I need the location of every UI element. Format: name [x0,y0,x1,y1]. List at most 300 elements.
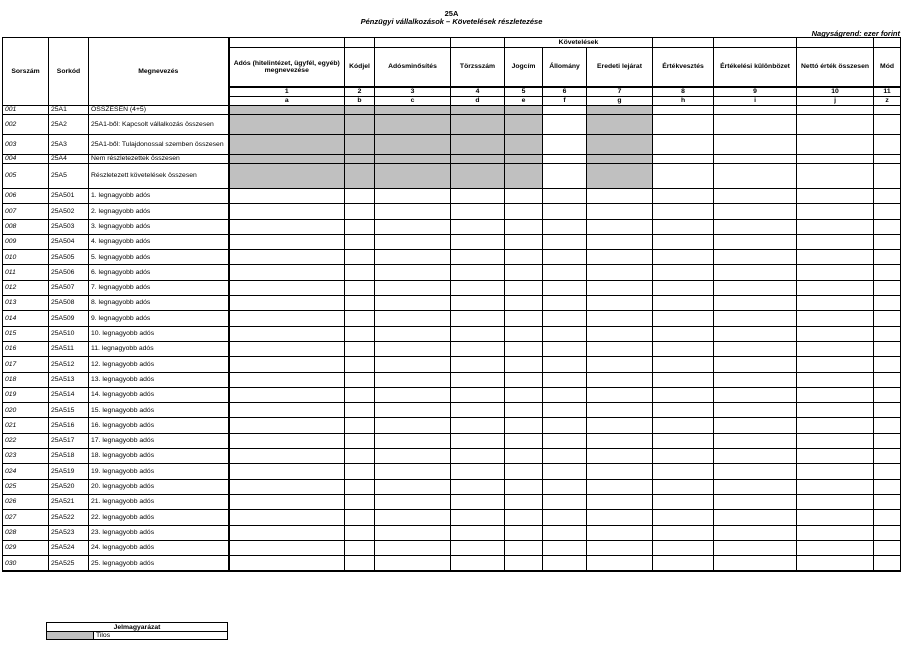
data-cell[interactable] [543,311,587,326]
data-cell[interactable] [375,135,451,155]
data-cell[interactable] [451,357,505,372]
data-cell[interactable] [714,204,797,219]
data-cell[interactable] [451,449,505,464]
data-cell[interactable] [797,106,874,115]
data-cell[interactable] [653,219,714,234]
data-cell[interactable] [451,135,505,155]
data-cell[interactable] [874,341,901,356]
data-cell[interactable] [505,464,543,479]
data-cell[interactable] [345,403,375,418]
data-cell[interactable] [345,479,375,494]
data-cell[interactable] [451,403,505,418]
data-cell[interactable] [375,540,451,555]
data-cell[interactable] [797,449,874,464]
data-cell[interactable] [587,115,653,135]
data-cell[interactable] [714,357,797,372]
data-cell[interactable] [375,341,451,356]
data-cell[interactable] [375,525,451,540]
data-cell[interactable] [229,189,345,204]
data-cell[interactable] [375,280,451,295]
data-cell[interactable] [451,106,505,115]
data-cell[interactable] [587,556,653,572]
data-cell[interactable] [229,155,345,164]
data-cell[interactable] [451,341,505,356]
data-cell[interactable] [587,449,653,464]
data-cell[interactable] [375,106,451,115]
data-cell[interactable] [451,540,505,555]
data-cell[interactable] [345,357,375,372]
data-cell[interactable] [797,418,874,433]
data-cell[interactable] [345,115,375,135]
data-cell[interactable] [375,250,451,265]
data-cell[interactable] [797,155,874,164]
data-cell[interactable] [587,189,653,204]
data-cell[interactable] [229,250,345,265]
data-cell[interactable] [714,372,797,387]
data-cell[interactable] [375,265,451,280]
data-cell[interactable] [797,115,874,135]
data-cell[interactable] [505,204,543,219]
data-cell[interactable] [543,135,587,155]
data-cell[interactable] [451,525,505,540]
data-cell[interactable] [345,204,375,219]
data-cell[interactable] [375,311,451,326]
data-cell[interactable] [874,115,901,135]
data-cell[interactable] [375,387,451,402]
data-cell[interactable] [375,219,451,234]
data-cell[interactable] [587,204,653,219]
data-cell[interactable] [714,556,797,572]
data-cell[interactable] [714,115,797,135]
data-cell[interactable] [229,540,345,555]
data-cell[interactable] [505,357,543,372]
data-cell[interactable] [229,265,345,280]
data-cell[interactable] [874,556,901,572]
data-cell[interactable] [345,280,375,295]
data-cell[interactable] [587,510,653,525]
data-cell[interactable] [653,494,714,509]
data-cell[interactable] [797,403,874,418]
data-cell[interactable] [874,219,901,234]
data-cell[interactable] [874,164,901,189]
data-cell[interactable] [375,510,451,525]
data-cell[interactable] [714,540,797,555]
data-cell[interactable] [797,204,874,219]
data-cell[interactable] [874,296,901,311]
data-cell[interactable] [505,135,543,155]
data-cell[interactable] [345,464,375,479]
data-cell[interactable] [874,311,901,326]
data-cell[interactable] [797,234,874,249]
data-cell[interactable] [345,341,375,356]
data-cell[interactable] [587,106,653,115]
data-cell[interactable] [874,265,901,280]
data-cell[interactable] [797,164,874,189]
data-cell[interactable] [543,479,587,494]
data-cell[interactable] [714,418,797,433]
data-cell[interactable] [229,219,345,234]
data-cell[interactable] [653,311,714,326]
data-cell[interactable] [543,418,587,433]
data-cell[interactable] [229,204,345,219]
data-cell[interactable] [451,164,505,189]
data-cell[interactable] [653,510,714,525]
data-cell[interactable] [797,556,874,572]
data-cell[interactable] [653,540,714,555]
data-cell[interactable] [229,433,345,448]
data-cell[interactable] [229,494,345,509]
data-cell[interactable] [375,164,451,189]
data-cell[interactable] [375,155,451,164]
data-cell[interactable] [543,164,587,189]
data-cell[interactable] [451,265,505,280]
data-cell[interactable] [653,357,714,372]
data-cell[interactable] [229,357,345,372]
data-cell[interactable] [345,556,375,572]
data-cell[interactable] [797,357,874,372]
data-cell[interactable] [543,189,587,204]
data-cell[interactable] [653,250,714,265]
data-cell[interactable] [714,387,797,402]
data-cell[interactable] [451,510,505,525]
data-cell[interactable] [874,464,901,479]
data-cell[interactable] [587,296,653,311]
data-cell[interactable] [653,433,714,448]
data-cell[interactable] [714,296,797,311]
data-cell[interactable] [874,135,901,155]
data-cell[interactable] [714,326,797,341]
data-cell[interactable] [714,433,797,448]
data-cell[interactable] [587,155,653,164]
data-cell[interactable] [505,494,543,509]
data-cell[interactable] [229,525,345,540]
data-cell[interactable] [451,372,505,387]
data-cell[interactable] [587,403,653,418]
data-cell[interactable] [587,433,653,448]
data-cell[interactable] [653,372,714,387]
data-cell[interactable] [653,265,714,280]
data-cell[interactable] [587,494,653,509]
data-cell[interactable] [714,280,797,295]
data-cell[interactable] [653,449,714,464]
data-cell[interactable] [543,403,587,418]
data-cell[interactable] [505,326,543,341]
data-cell[interactable] [451,311,505,326]
data-cell[interactable] [543,341,587,356]
data-cell[interactable] [714,449,797,464]
data-cell[interactable] [451,280,505,295]
data-cell[interactable] [714,250,797,265]
data-cell[interactable] [587,357,653,372]
data-cell[interactable] [505,372,543,387]
data-cell[interactable] [229,387,345,402]
data-cell[interactable] [345,250,375,265]
data-cell[interactable] [653,479,714,494]
data-cell[interactable] [229,311,345,326]
data-cell[interactable] [587,135,653,155]
data-cell[interactable] [451,326,505,341]
data-cell[interactable] [653,115,714,135]
data-cell[interactable] [505,280,543,295]
data-cell[interactable] [587,464,653,479]
data-cell[interactable] [451,155,505,164]
data-cell[interactable] [505,106,543,115]
data-cell[interactable] [229,418,345,433]
data-cell[interactable] [229,234,345,249]
data-cell[interactable] [874,510,901,525]
data-cell[interactable] [229,479,345,494]
data-cell[interactable] [375,204,451,219]
data-cell[interactable] [714,265,797,280]
data-cell[interactable] [714,155,797,164]
data-cell[interactable] [451,204,505,219]
data-cell[interactable] [797,219,874,234]
data-cell[interactable] [874,540,901,555]
data-cell[interactable] [505,155,543,164]
data-cell[interactable] [229,510,345,525]
data-cell[interactable] [229,341,345,356]
data-cell[interactable] [797,280,874,295]
data-cell[interactable] [505,311,543,326]
data-cell[interactable] [543,326,587,341]
data-cell[interactable] [543,234,587,249]
data-cell[interactable] [874,372,901,387]
data-cell[interactable] [874,418,901,433]
data-cell[interactable] [375,449,451,464]
data-cell[interactable] [451,479,505,494]
data-cell[interactable] [451,296,505,311]
data-cell[interactable] [874,494,901,509]
data-cell[interactable] [229,449,345,464]
data-cell[interactable] [345,525,375,540]
data-cell[interactable] [345,234,375,249]
data-cell[interactable] [587,341,653,356]
data-cell[interactable] [229,464,345,479]
data-cell[interactable] [345,372,375,387]
data-cell[interactable] [345,106,375,115]
data-cell[interactable] [345,164,375,189]
data-cell[interactable] [375,464,451,479]
data-cell[interactable] [543,296,587,311]
data-cell[interactable] [345,296,375,311]
data-cell[interactable] [797,372,874,387]
data-cell[interactable] [543,449,587,464]
data-cell[interactable] [874,525,901,540]
data-cell[interactable] [874,250,901,265]
data-cell[interactable] [543,433,587,448]
data-cell[interactable] [451,556,505,572]
data-cell[interactable] [451,234,505,249]
data-cell[interactable] [543,219,587,234]
data-cell[interactable] [653,106,714,115]
data-cell[interactable] [451,418,505,433]
data-cell[interactable] [714,164,797,189]
data-cell[interactable] [451,115,505,135]
data-cell[interactable] [587,418,653,433]
data-cell[interactable] [375,357,451,372]
data-cell[interactable] [714,464,797,479]
data-cell[interactable] [345,510,375,525]
data-cell[interactable] [653,296,714,311]
data-cell[interactable] [653,280,714,295]
data-cell[interactable] [375,418,451,433]
data-cell[interactable] [587,265,653,280]
data-cell[interactable] [874,106,901,115]
data-cell[interactable] [587,280,653,295]
data-cell[interactable] [543,106,587,115]
data-cell[interactable] [874,479,901,494]
data-cell[interactable] [505,250,543,265]
data-cell[interactable] [345,219,375,234]
data-cell[interactable] [229,115,345,135]
data-cell[interactable] [505,433,543,448]
data-cell[interactable] [587,387,653,402]
data-cell[interactable] [653,556,714,572]
data-cell[interactable] [874,280,901,295]
data-cell[interactable] [229,164,345,189]
data-cell[interactable] [797,341,874,356]
data-cell[interactable] [543,155,587,164]
data-cell[interactable] [587,234,653,249]
data-cell[interactable] [714,311,797,326]
data-cell[interactable] [653,326,714,341]
data-cell[interactable] [797,250,874,265]
data-cell[interactable] [505,418,543,433]
data-cell[interactable] [653,387,714,402]
data-cell[interactable] [874,357,901,372]
data-cell[interactable] [229,296,345,311]
data-cell[interactable] [797,135,874,155]
data-cell[interactable] [345,326,375,341]
data-cell[interactable] [714,494,797,509]
data-cell[interactable] [375,479,451,494]
data-cell[interactable] [797,510,874,525]
data-cell[interactable] [345,189,375,204]
data-cell[interactable] [505,296,543,311]
data-cell[interactable] [714,341,797,356]
data-cell[interactable] [714,219,797,234]
data-cell[interactable] [874,204,901,219]
data-cell[interactable] [375,115,451,135]
data-cell[interactable] [375,403,451,418]
data-cell[interactable] [714,135,797,155]
data-cell[interactable] [543,250,587,265]
data-cell[interactable] [653,418,714,433]
data-cell[interactable] [543,265,587,280]
data-cell[interactable] [375,433,451,448]
data-cell[interactable] [375,234,451,249]
data-cell[interactable] [653,204,714,219]
data-cell[interactable] [653,525,714,540]
data-cell[interactable] [714,479,797,494]
data-cell[interactable] [543,464,587,479]
data-cell[interactable] [543,510,587,525]
data-cell[interactable] [874,403,901,418]
data-cell[interactable] [505,525,543,540]
data-cell[interactable] [505,449,543,464]
data-cell[interactable] [229,106,345,115]
data-cell[interactable] [714,510,797,525]
data-cell[interactable] [543,372,587,387]
data-cell[interactable] [587,326,653,341]
data-cell[interactable] [229,326,345,341]
data-cell[interactable] [451,250,505,265]
data-cell[interactable] [714,234,797,249]
data-cell[interactable] [505,219,543,234]
data-cell[interactable] [505,189,543,204]
data-cell[interactable] [714,106,797,115]
data-cell[interactable] [543,357,587,372]
data-cell[interactable] [451,433,505,448]
data-cell[interactable] [797,311,874,326]
data-cell[interactable] [714,189,797,204]
data-cell[interactable] [375,556,451,572]
data-cell[interactable] [375,494,451,509]
data-cell[interactable] [874,387,901,402]
data-cell[interactable] [653,464,714,479]
data-cell[interactable] [345,265,375,280]
data-cell[interactable] [587,525,653,540]
data-cell[interactable] [874,433,901,448]
data-cell[interactable] [375,296,451,311]
data-cell[interactable] [345,449,375,464]
data-cell[interactable] [714,403,797,418]
data-cell[interactable] [229,135,345,155]
data-cell[interactable] [653,164,714,189]
data-cell[interactable] [505,265,543,280]
data-cell[interactable] [653,403,714,418]
data-cell[interactable] [345,311,375,326]
data-cell[interactable] [543,204,587,219]
data-cell[interactable] [797,525,874,540]
data-cell[interactable] [543,115,587,135]
data-cell[interactable] [543,387,587,402]
data-cell[interactable] [587,311,653,326]
data-cell[interactable] [375,189,451,204]
data-cell[interactable] [451,494,505,509]
data-cell[interactable] [451,387,505,402]
data-cell[interactable] [874,189,901,204]
data-cell[interactable] [345,387,375,402]
data-cell[interactable] [229,556,345,572]
data-cell[interactable] [345,433,375,448]
data-cell[interactable] [797,494,874,509]
data-cell[interactable] [345,540,375,555]
data-cell[interactable] [543,494,587,509]
data-cell[interactable] [505,403,543,418]
data-cell[interactable] [229,280,345,295]
data-cell[interactable] [797,296,874,311]
data-cell[interactable] [797,189,874,204]
data-cell[interactable] [797,540,874,555]
data-cell[interactable] [797,387,874,402]
data-cell[interactable] [543,556,587,572]
data-cell[interactable] [345,418,375,433]
data-cell[interactable] [874,234,901,249]
data-cell[interactable] [653,135,714,155]
data-cell[interactable] [797,433,874,448]
data-cell[interactable] [653,341,714,356]
data-cell[interactable] [543,540,587,555]
data-cell[interactable] [345,135,375,155]
data-cell[interactable] [505,164,543,189]
data-cell[interactable] [375,326,451,341]
data-cell[interactable] [505,510,543,525]
data-cell[interactable] [874,326,901,341]
data-cell[interactable] [874,449,901,464]
data-cell[interactable] [587,372,653,387]
data-cell[interactable] [653,234,714,249]
